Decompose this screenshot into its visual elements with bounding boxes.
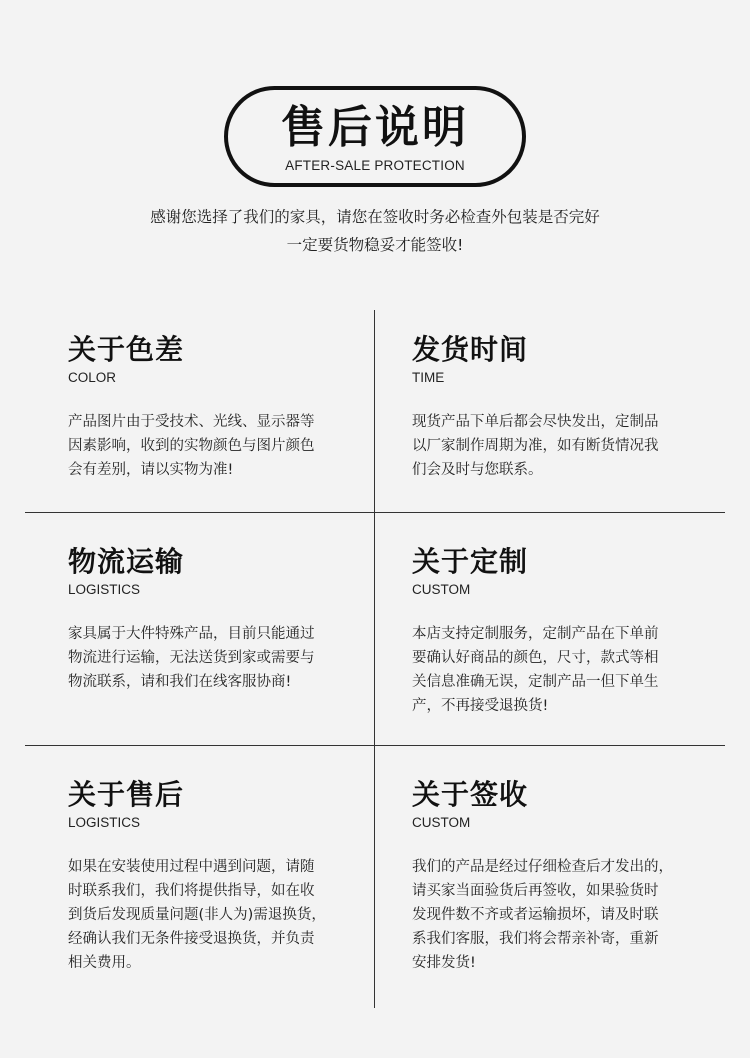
section-body-line: 本店支持定制服务，定制产品在下单前 xyxy=(412,626,659,642)
section-body-line: 家具属于大件特殊产品，目前只能通过 xyxy=(68,626,315,642)
section-subtitle: TIME xyxy=(412,370,445,385)
section-body-line: 因素影响，收到的实物颜色与图片颜色 xyxy=(68,438,315,454)
section-body-line: 相关费用。 xyxy=(68,955,141,971)
section-body xyxy=(68,410,353,482)
section-color xyxy=(68,333,368,482)
intro-line-2: 一定要货物稳妥才能签收! xyxy=(286,236,464,254)
section-body xyxy=(68,855,353,975)
section-receipt xyxy=(412,778,712,975)
intro-line-1: 感谢您选择了我们的家具，请您在签收时务必检查外包装是否完好 xyxy=(150,208,600,226)
section-title: 关于签收 xyxy=(412,778,529,811)
section-custom xyxy=(412,545,712,718)
section-time xyxy=(412,333,712,482)
section-body xyxy=(412,622,697,718)
section-body-line: 经确认我们无条件接受退换货，并负责 xyxy=(68,931,315,947)
section-body-line: 要确认好商品的颜色，尺寸，款式等相 xyxy=(412,650,659,666)
section-body-line: 系我们客服，我们将会帮亲补寄，重新 xyxy=(412,931,659,947)
section-body-line: 请买家当面验货后再签收，如果验货时 xyxy=(412,883,659,899)
grid-divider-vertical xyxy=(374,310,375,1008)
section-body-line: 我们的产品是经过仔细检查后才发出的， xyxy=(412,859,673,875)
section-body xyxy=(412,855,697,975)
section-body-line: 到货后发现质量问题(非人为)需退换货， xyxy=(68,907,326,923)
section-subtitle: LOGISTICS xyxy=(68,815,141,830)
section-title: 关于色差 xyxy=(68,333,185,366)
section-subtitle: CUSTOM xyxy=(412,582,471,597)
section-body-line: 物流联系，请和我们在线客服协商! xyxy=(68,674,292,690)
section-body-line: 时联系我们，我们将提供指导，如在收 xyxy=(68,883,315,899)
section-body-line: 现货产品下单后都会尽快发出，定制品 xyxy=(412,414,659,430)
section-body-line: 物流进行运输，无法送货到家或需要与 xyxy=(68,650,315,666)
grid-divider-horizontal-2 xyxy=(25,745,725,746)
page-title: 售后说明 xyxy=(281,102,469,153)
section-body-line: 产品图片由于受技术、光线、显示器等 xyxy=(68,414,315,430)
section-title: 物流运输 xyxy=(68,545,185,578)
section-body-line: 们会及时与您联系。 xyxy=(412,462,543,478)
section-subtitle: COLOR xyxy=(68,370,117,385)
section-subtitle: LOGISTICS xyxy=(68,582,141,597)
section-body-line: 发现件数不齐或者运输损坏，请及时联 xyxy=(412,907,659,923)
section-body-line: 会有差别，请以实物为准! xyxy=(68,462,234,478)
section-after-sale xyxy=(68,778,368,975)
section-title: 发货时间 xyxy=(412,333,529,366)
section-body-line: 安排发货! xyxy=(412,955,476,971)
header-badge xyxy=(224,86,526,187)
page-subtitle: AFTER-SALE PROTECTION xyxy=(285,158,465,173)
section-body xyxy=(68,622,353,694)
section-body xyxy=(412,410,697,482)
section-body-line: 产，不再接受退换货! xyxy=(412,698,549,714)
section-body-line: 关信息准确无误，定制产品一但下单生 xyxy=(412,674,659,690)
section-body-line: 如果在安装使用过程中遇到问题，请随 xyxy=(68,859,315,875)
section-title: 关于售后 xyxy=(68,778,185,811)
section-logistics xyxy=(68,545,368,694)
section-subtitle: CUSTOM xyxy=(412,815,471,830)
grid-divider-horizontal-1 xyxy=(25,512,725,513)
section-body-line: 以厂家制作周期为准，如有断货情况我 xyxy=(412,438,659,454)
section-title: 关于定制 xyxy=(412,545,529,578)
